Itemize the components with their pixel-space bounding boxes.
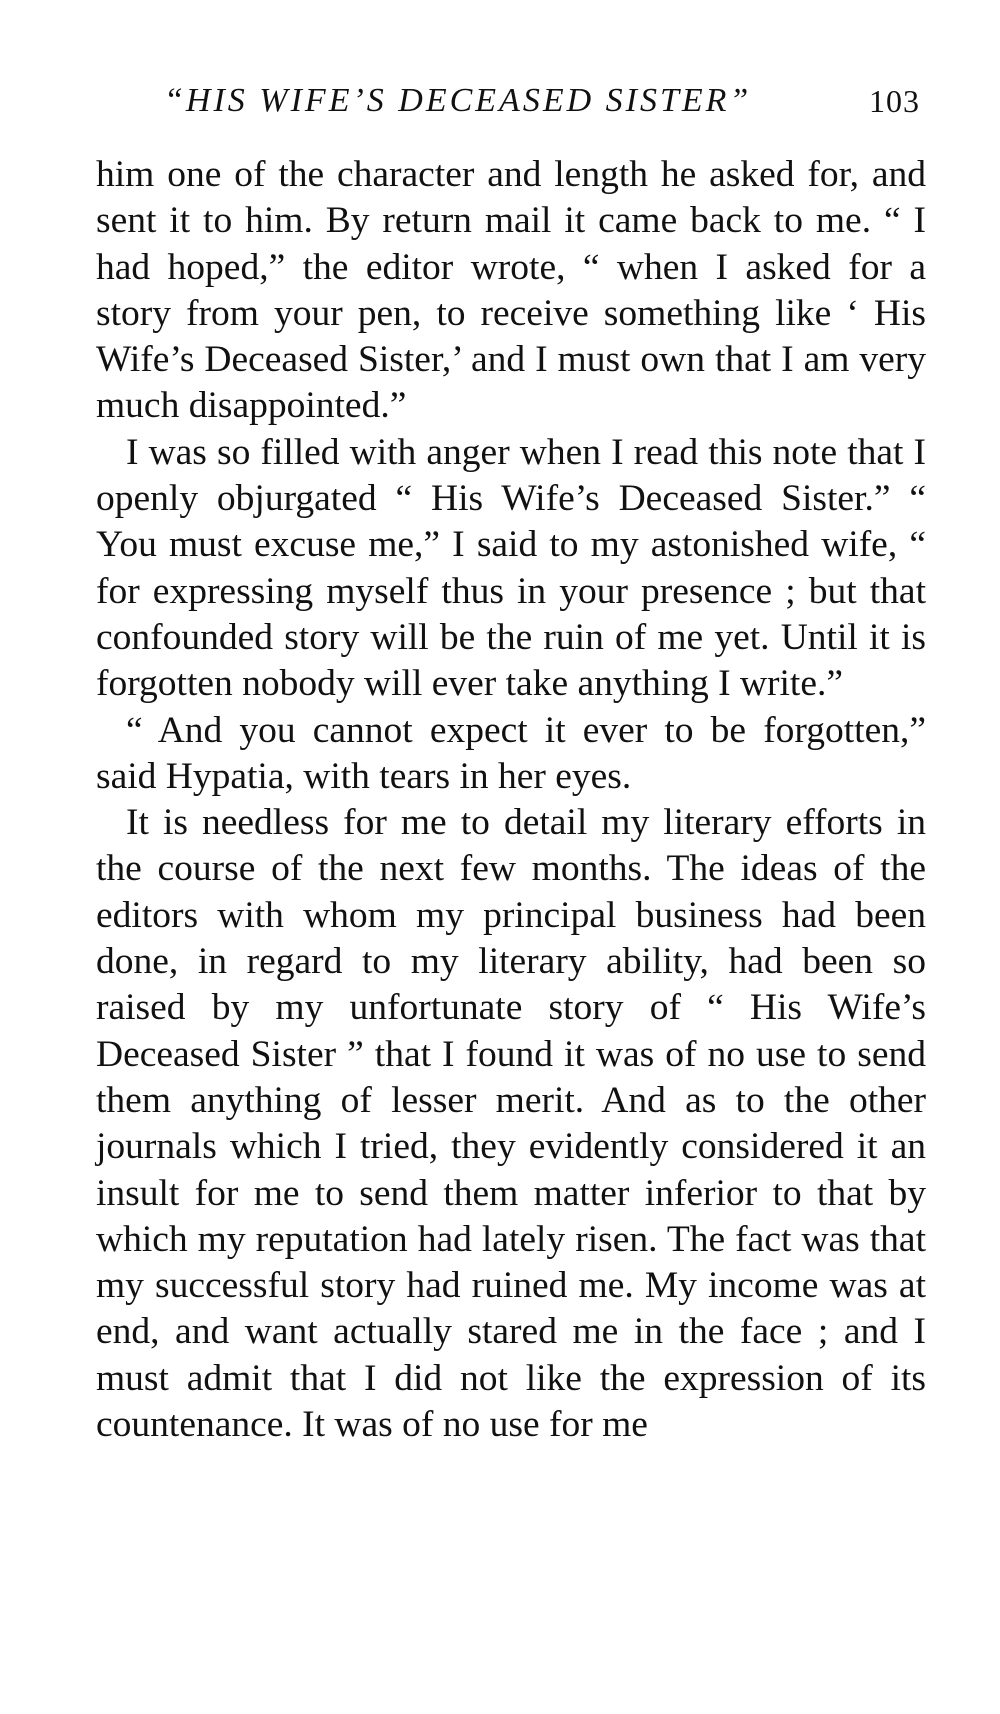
body-text [96,152,926,1448]
paragraph: I was so filled with anger when I read this note that I openly objurgated “ His Wife’s Deceased Sister.” “ You must excuse me,” I said to my astonished wife, “ for expressing myself thus in your presence ; but that confounded story will be the ruin of me yet. Until it is forgotten nobody will ever take anything I write.” [96,431,926,705]
running-title: “HIS WIFE’S DECEASED SISTER” [164,82,752,119]
paragraph-continued: him one of the character and length he asked for, and sent it to him. By return mail it came back to me. “ I had hoped,” the editor wrote, “ when I asked for a story from your pen, to receive something like ‘ His Wife’s Deceased Sister,’ and I must own that I am very much disappointed.” [96,154,926,427]
page-number: 103 [869,83,920,119]
running-head [140,78,920,124]
paragraph: “ And you cannot expect it ever to be forgotten,” said Hypatia, with tears in her eyes. [96,709,926,797]
paragraph: It is needless for me to detail my literary efforts in the course of the next few months. The ideas of the editors with whom my principal business had been done, in regard to my literary ability, had been so raised by my unfortunate story of “ His Wife’s Deceased Sister ” that I found it was of no use to send them anything of lesser merit. And as to the other journals which I tried, they evidently considered it an insult for me to send them matter inferior to that by which my reputation had lately risen. The fact was that my successful story had ruined me. My income was at end, and want actually stared me in the face ; and I must admit that I did not like the expression of its countenance. It was of no use for me [96,802,926,1446]
